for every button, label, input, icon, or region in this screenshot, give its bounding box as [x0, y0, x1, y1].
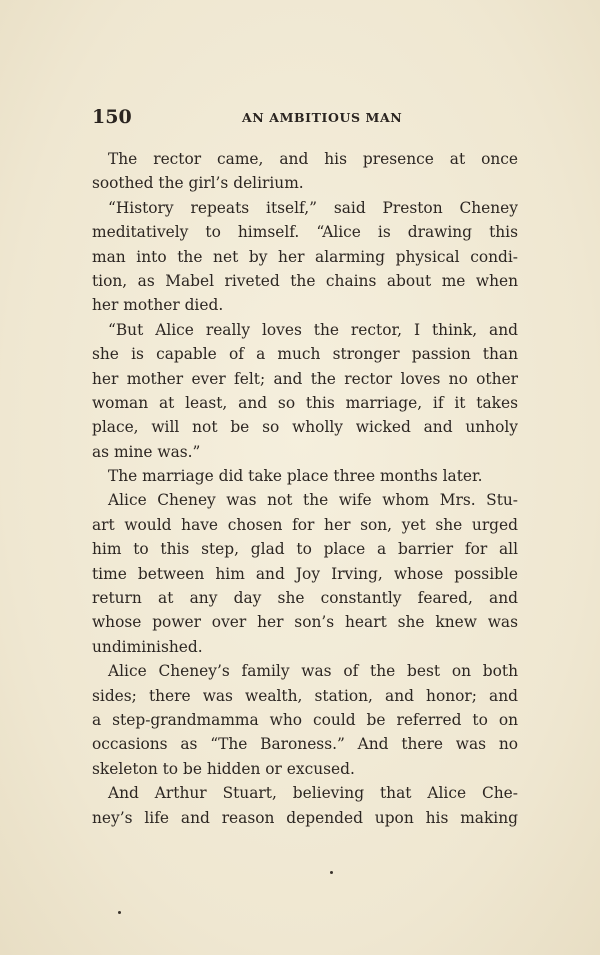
paragraph	[92, 781, 518, 830]
paragraph	[92, 147, 518, 196]
text-line: she is capable of a much stronger passion than	[92, 345, 518, 364]
text-line: meditatively to himself. “Alice is drawing this	[92, 223, 518, 242]
text-line: man into the net by her alarming physical condi-	[92, 247, 518, 266]
text-line: ney’s life and reason depended upon his making	[92, 808, 518, 827]
text-line: soothed the girl’s delirium.	[92, 174, 304, 193]
paragraph	[92, 464, 518, 488]
text-line: tion, as Mabel riveted the chains about me when	[92, 271, 518, 290]
text-line: her mother ever felt; and the rector loves no other	[92, 369, 518, 388]
text-line: whose power over her son’s heart she knew was	[92, 613, 518, 632]
paragraph	[92, 196, 518, 318]
text-line: occasions as “The Baroness.” And there was no	[92, 735, 518, 754]
text-line: “History repeats itself,” said Preston Cheney	[108, 198, 518, 217]
body-text	[92, 147, 518, 830]
paragraph	[92, 318, 518, 464]
text-line: The rector came, and his presence at once	[108, 150, 518, 168]
text-line: And Arthur Stuart, believing that Alice Che-	[108, 784, 518, 803]
text-line: time between him and Joy Irving, whose possible	[92, 564, 518, 583]
text-line: Alice Cheney’s family was of the best on both	[108, 662, 518, 681]
paragraph	[92, 488, 518, 659]
page-header	[92, 106, 518, 130]
text-line: art would have chosen for her son, yet she urged	[92, 515, 518, 534]
text-line: place, will not be so wholly wicked and unholy	[92, 418, 518, 437]
text-line: The marriage did take place three months later.	[108, 467, 483, 486]
running-head: AN AMBITIOUS MAN	[242, 110, 403, 125]
ink-speck	[118, 911, 121, 914]
ink-speck	[330, 871, 333, 874]
text-line: sides; there was wealth, station, and honor; and	[92, 686, 518, 705]
text-line: skeleton to be hidden or excused.	[92, 759, 355, 778]
text-line: “But Alice really loves the rector, I think, and	[108, 320, 518, 339]
text-line: a step-grandmamma who could be referred to on	[92, 710, 518, 729]
text-line: her mother died.	[92, 296, 224, 315]
text-line: woman at least, and so this marriage, if it takes	[92, 393, 518, 412]
text-line: as mine was.”	[92, 442, 201, 461]
paragraph	[92, 659, 518, 781]
text-line: Alice Cheney was not the wife whom Mrs. Stu-	[108, 491, 518, 510]
page-number: 150	[92, 106, 132, 128]
text-line: him to this step, glad to place a barrier for all	[92, 540, 518, 559]
text-line: return at any day she constantly feared, and	[92, 589, 518, 608]
text-line: undiminished.	[92, 637, 203, 656]
